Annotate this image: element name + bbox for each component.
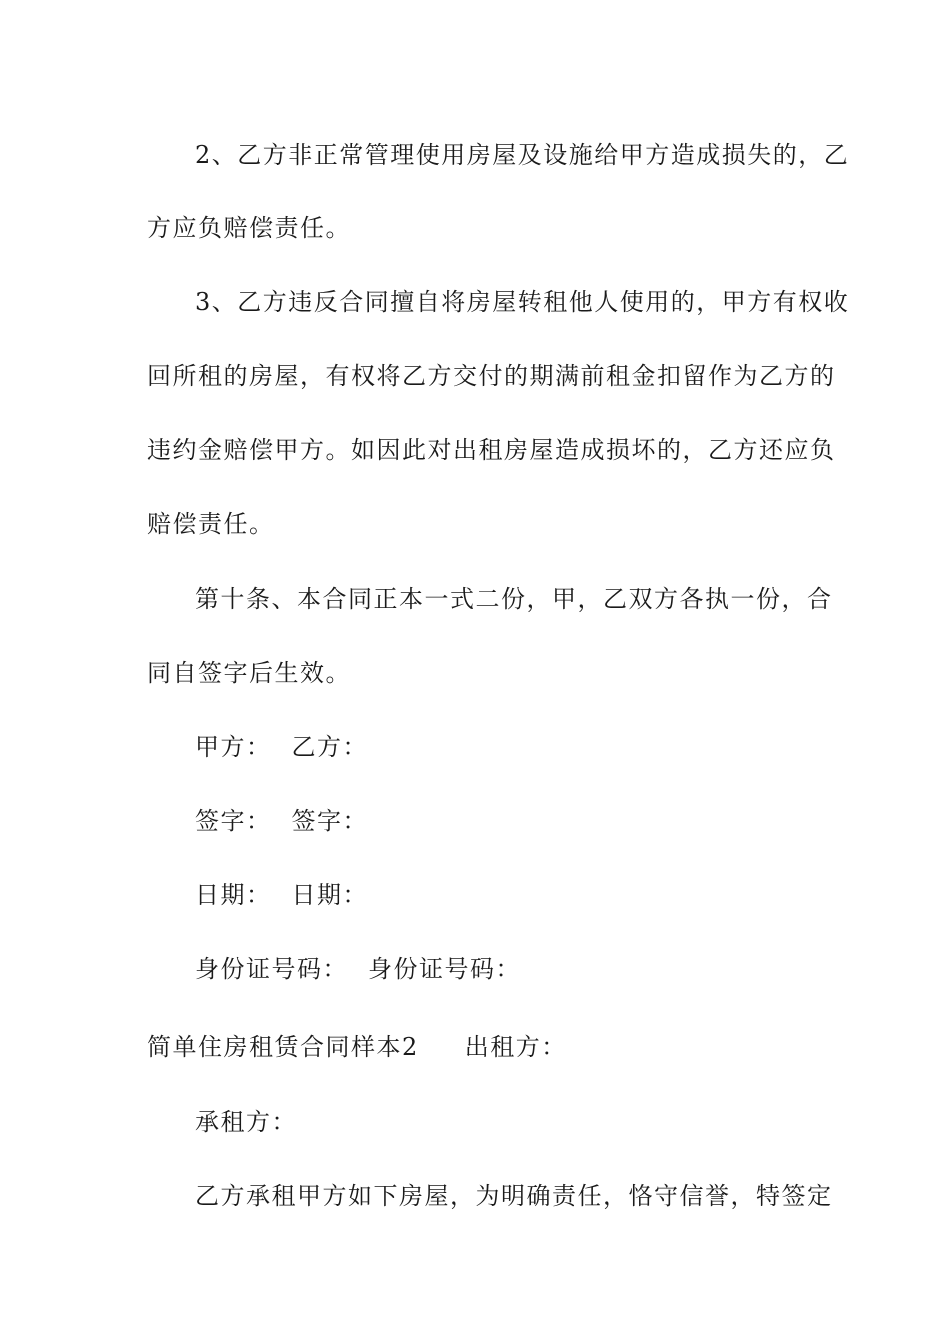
- id-a-label: 身份证号码：: [195, 955, 348, 983]
- signature-row: [195, 806, 807, 836]
- date-row: [195, 880, 807, 910]
- date-b-label: 日期：: [291, 881, 368, 909]
- sign-a-label: 签字：: [195, 807, 272, 835]
- lessor-label: 出租方：: [464, 1033, 567, 1061]
- clause-3-line-2: 回所租的房屋，有权将乙方交付的期满前租金扣留作为乙方的: [147, 362, 836, 390]
- party-b-label: 乙方：: [291, 733, 368, 761]
- sample2-title: 简单住房租赁合同样本2: [147, 1033, 419, 1061]
- clause-3-line-3: 违约金赔偿甲方。如因此对出租房屋造成损坏的，乙方还应负: [147, 436, 836, 464]
- article-10-line-1: 第十条、本合同正本一式二份，甲，乙双方各执一份，合: [195, 585, 833, 613]
- clause-3-line-4: 赔偿责任。: [147, 510, 275, 538]
- clause-2-line-2: 方应负赔偿责任。: [147, 214, 351, 242]
- party-row: [195, 732, 807, 762]
- id-b-label: 身份证号码：: [368, 955, 521, 983]
- article-10-line-2: 同自签字后生效。: [147, 659, 351, 687]
- sign-b-label: 签字：: [291, 807, 368, 835]
- sample2-heading-row: [147, 1032, 807, 1062]
- party-a-label: 甲方：: [195, 733, 272, 761]
- date-a-label: 日期：: [195, 881, 272, 909]
- id-row: [195, 954, 807, 984]
- sample2-intro-line: 乙方承租甲方如下房屋，为明确责任，恪守信誉，特签定: [195, 1182, 833, 1210]
- lessee-label: 承租方：: [195, 1108, 297, 1136]
- clause-3-line-1: 3、乙方违反合同擅自将房屋转租他人使用的，甲方有权收: [195, 288, 850, 316]
- clause-2-line-1: 2、乙方非正常管理使用房屋及设施给甲方造成损失的，乙: [195, 141, 850, 169]
